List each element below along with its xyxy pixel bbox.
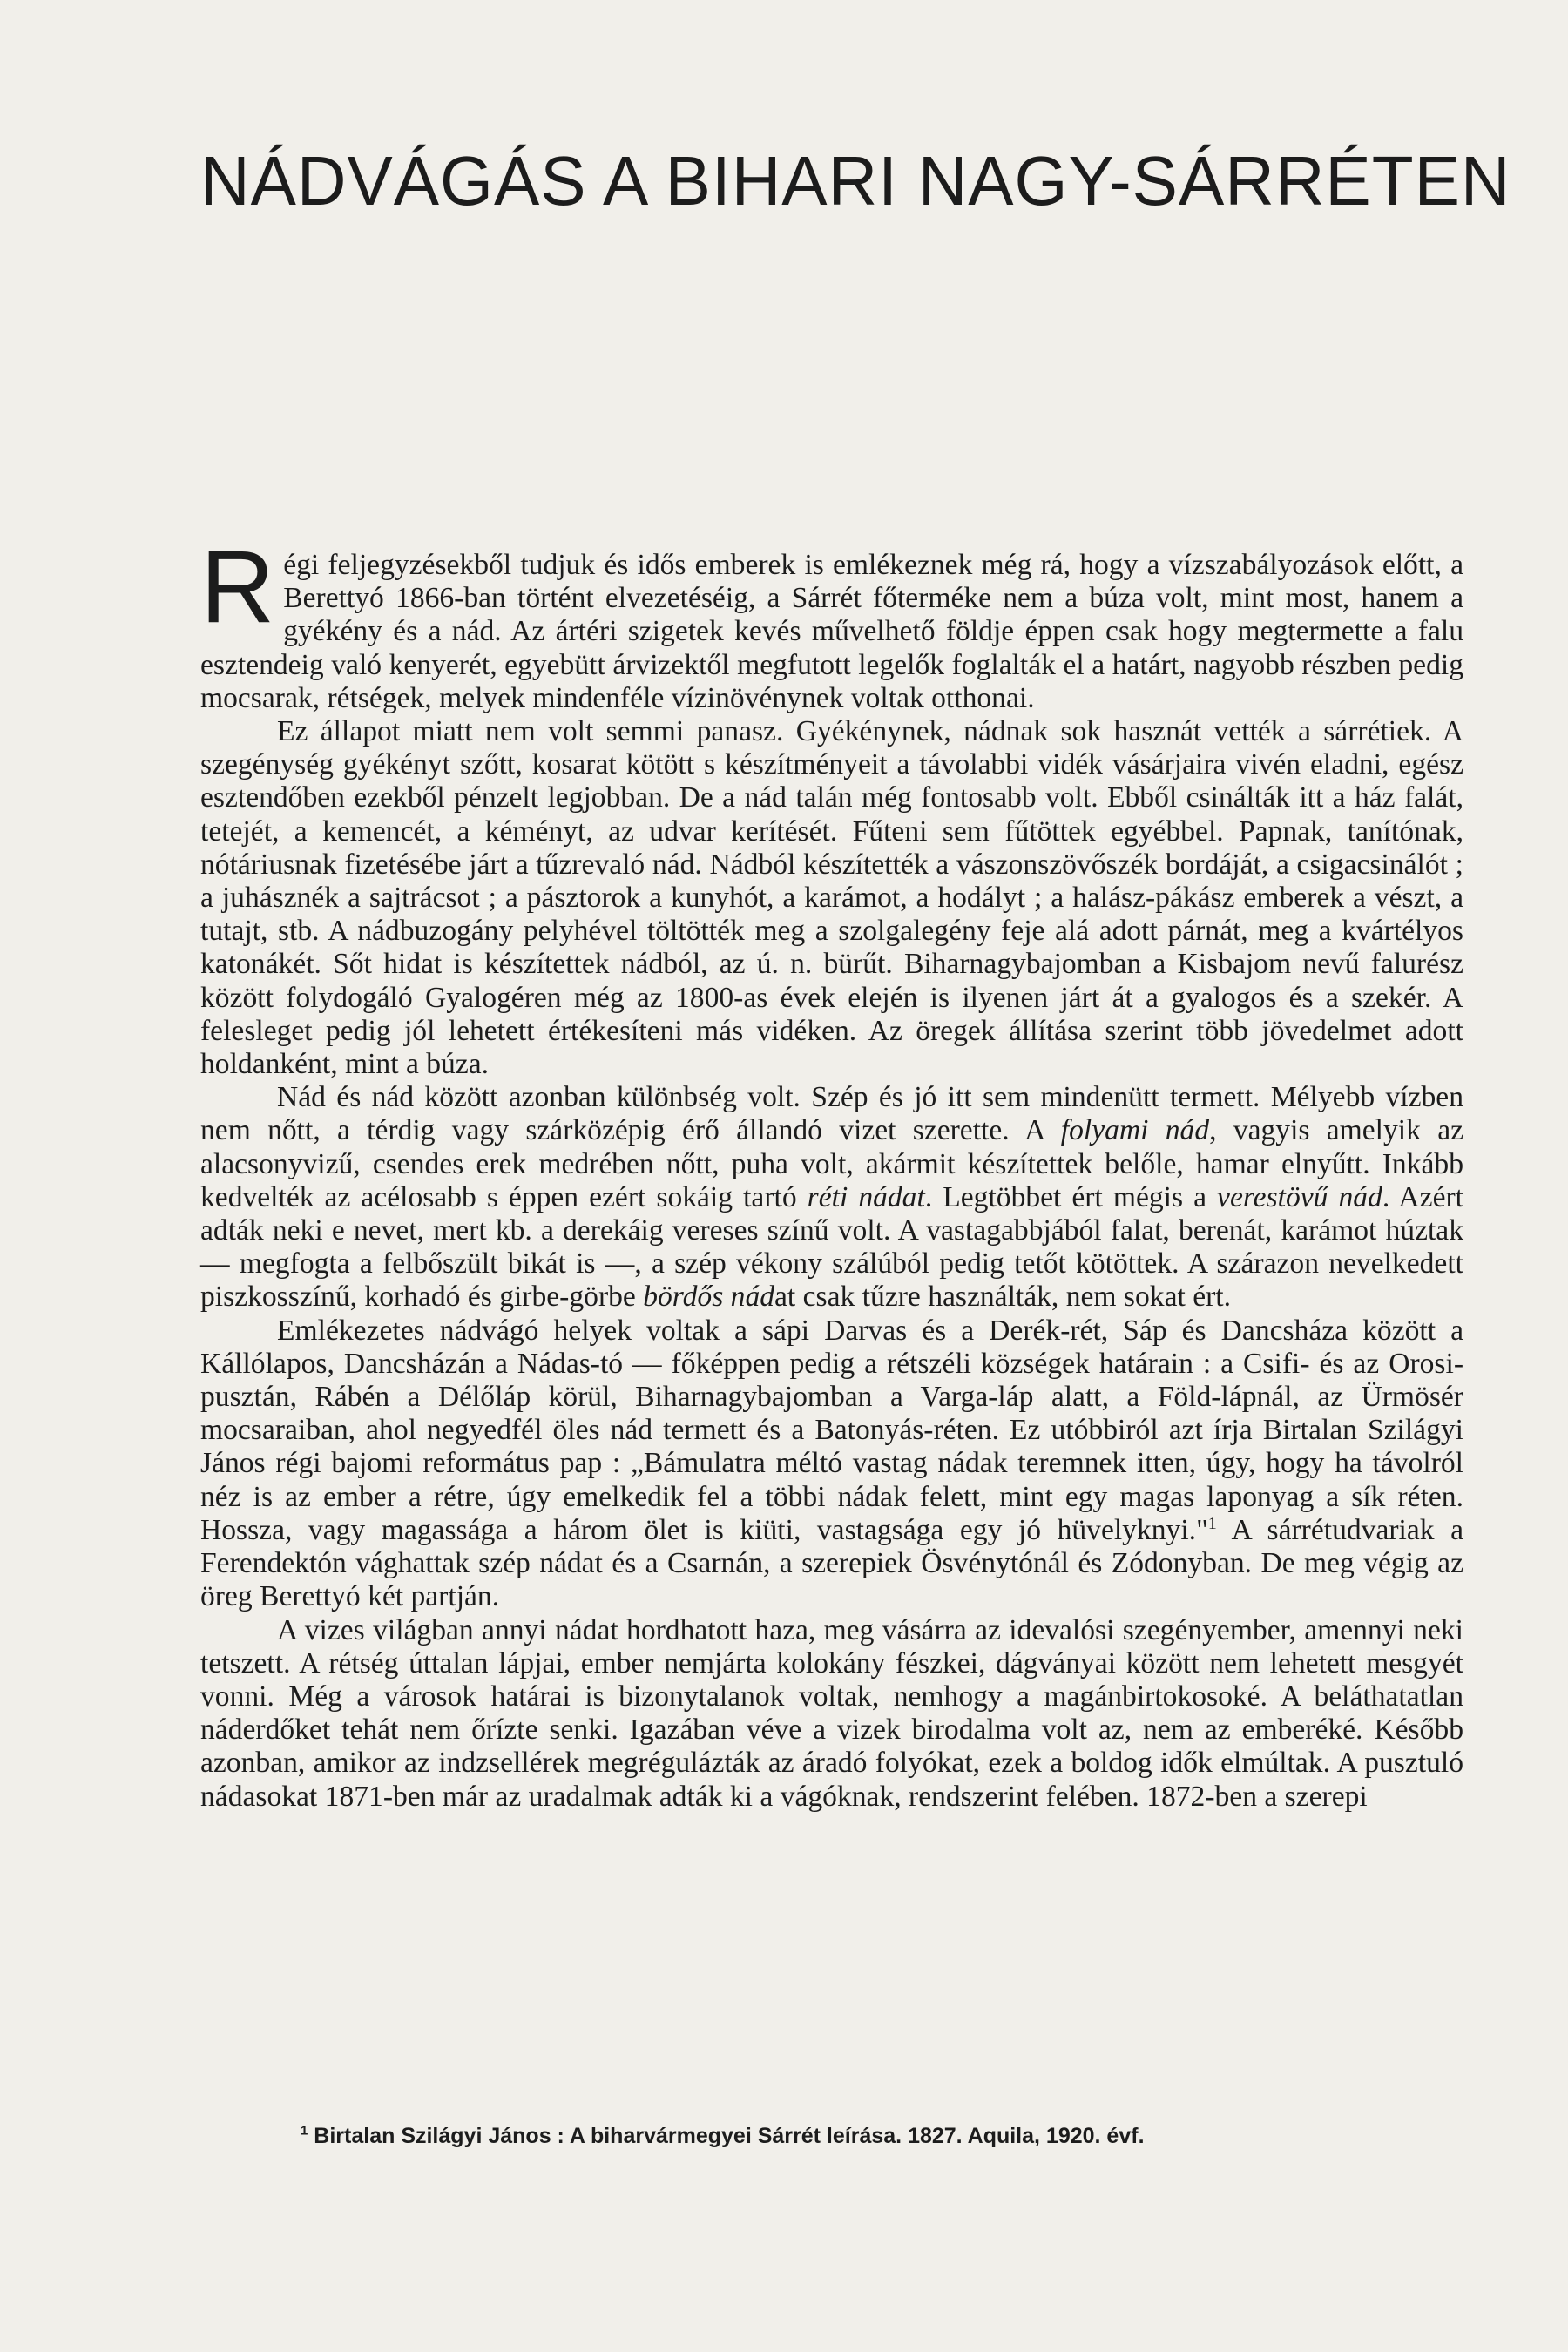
- article-title: NÁDVÁGÁS A BIHARI NAGY-SÁRRÉTEN: [200, 142, 1511, 220]
- footnote-reference: 1: [1207, 1513, 1217, 1533]
- paragraph-3-text-e: at csak tűzre használták, nem sokat ért.: [774, 1281, 1232, 1314]
- drop-cap: R: [200, 530, 275, 645]
- footnote: [301, 2124, 1433, 2149]
- paragraph-3: [200, 1081, 1463, 1314]
- paragraph-3-text-a: Nád és nád között azonban különbség volt. Szép és jó itt sem mindenütt termett. Mélyebb vízben nem nőtt, a térdig vagy szárközépig érő állandó vizet szerette. A: [200, 1081, 1463, 1147]
- paragraph-5: A vizes világban annyi nádat hordhatott haza, meg vásárra az idevalósi szegényember, amennyi neki tetszett. A rétség úttalan lápjai, ember nemjárta kolokány fészkei, dágványai között nem lehetett mesgyét vonni. Még a városok határai is bizonytalanok voltak, nemhogy a magánbirtokosoké. A beláthatatlan náderdőket tehát nem őrízte senki. Igazában véve a vizek birodalma volt az, nem az emberéké. Később azonban, amikor az indzsellérek megrégulázták az áradó folyókat, ezek a boldog idők elmúltak. A pusztuló nádasokat 1871-ben már az uradalmak adták ki a vágóknak, rendszerint felében. 1872-ben a szerepi: [200, 1613, 1463, 1813]
- footnote-mark: 1: [301, 2123, 308, 2139]
- paragraph-3-text-b: , vagyis amelyik az alacsonyvizű, csendes erek medrében nőtt, puha volt, akármit készítettek belőle, hamar elnyűtt. Inkább kedvelték az acélosabb s éppen ezért sokáig tartó: [200, 1114, 1464, 1213]
- term-folyami-nad: folyami nád: [1060, 1114, 1210, 1147]
- paragraph-4-text-b: A sárrétudvariak a Ferendektón vághattak szép nádat és a Csarnán, a szerepiek Ösvénytónál és Zódonyban. De meg végig az öreg Berettyó két partján.: [200, 1513, 1463, 1613]
- footnote-text: Birtalan Szilágyi János : A biharvármegyei Sárrét leírása. 1827. Aquila, 1920. évf.: [308, 2124, 1145, 2148]
- paragraph-4-text-a: Emlékezetes nádvágó helyek voltak a sápi Darvas és a Derék-rét, Sáp és Dancsháza között a Kállólapos, Dancsházán a Nádas-tó — főképpen pedig a rétszéli községek határain : a Csifi- és az Orosi-pusztán, Rábén a Délőláp körül, Biharnagybajomban a Varga-láp alatt, a Föld-lápnál, az Ürmösér mocsaraiban, ahol negyedfél öles nád termett és a Batonyás-réten. Ez utóbbiról azt írja Birtalan Szilágyi János régi bajomi református pap : „Bámulatra méltó vastag nádak teremnek itten, úgy, hogy ha távolról néz is az ember a rétre, úgy emelkedik fel a többi nádak felett, mint egy magas laponyag a sík réten. Hossza, vagy magassága a három ölet is kiüti, vastagsága egy jó hüvelyknyi.": [200, 1314, 1463, 1546]
- term-reti-nadat: réti nádat: [807, 1180, 925, 1213]
- paragraph-3-text-c: . Legtöbbet ért mégis a: [924, 1180, 1218, 1213]
- paragraph-3-text-d: . Azért adták neki e nevet, mert kb. a derekáig vereses színű volt. A vastagabbjából falat, berenát, karámot húztak — megfogta a felbőszült bikát is —, a szép vékony szálúból pedig tetőt kötöttek. A szárazon nevelkedett piszkosszínű, korhadó és girbe-görbe: [200, 1180, 1464, 1314]
- paragraph-2: Ez állapot miatt nem volt semmi panasz. Gyékénynek, nádnak sok hasznát vették a sárrétiek. A szegénység gyékényt szőtt, kosarat kötött s készítményeit a távolabbi vidék vásárjaira vivén eladni, egész esztendőben ezekből pénzelt legjobban. De a nád talán még fontosabb volt. Ebből csinálták itt a ház falát, tetejét, a kemencét, a kéményt, az udvar kerítését. Fűteni sem fűtöttek egyébbel. Papnak, tanítónak, nótáriusnak fizetésébe járt a tűzrevaló nád. Nádból készítették a vászonszövőszék bordáját, a csigacsinálót ; a juhásznék a sajtrácsot ; a pásztorok a kunyhót, a karámot, a hodályt ; a halász-pákász emberek a vészt, a tutajt, stb. A nádbuzogány pelyhével töltötték meg a szolgalegény feje alá adott párnát, meg a kvártélyos katonákét. Sőt hidat is készítettek nádból, az ú. n. bürűt. Biharnagybajomban a Kisbajom nevű falurész között folydogáló Gyalogéren még az 1800-as évek elején is ilyenen járt át a gyalogos és a szekér. A felesleget pedig jól lehetett értékesíteni más vidéken. Az öregek állítása szerint több jövedelmet adott holdanként, mint a búza.: [200, 715, 1463, 1081]
- paragraph-4: [200, 1315, 1463, 1614]
- term-bordos-nad: bördős nád: [643, 1281, 775, 1314]
- paragraph-1-text: égi feljegyzésekből tudjuk és idős emberek is emlékeznek még rá, hogy a vízszabályozások előtt, a Berettyó 1866-ban történt elvezetéséig, a Sárrét főterméke nem a búza volt, mint most, hanem a gyékény és a nád. Az ártéri szigetek kevés művelhető földje éppen csak hogy megtermette a falu esztendeig való kenyerét, egyebütt árvizektől megfutott legelők foglalták el a határt, nagyobb részben pedig mocsarak, rétségek, melyek mindenféle vízinövénynek voltak otthonai.: [200, 549, 1463, 714]
- term-verestovu-nad: verestövű nád: [1217, 1180, 1382, 1213]
- article-body: [200, 530, 1464, 1814]
- paragraph-1: [200, 530, 1463, 715]
